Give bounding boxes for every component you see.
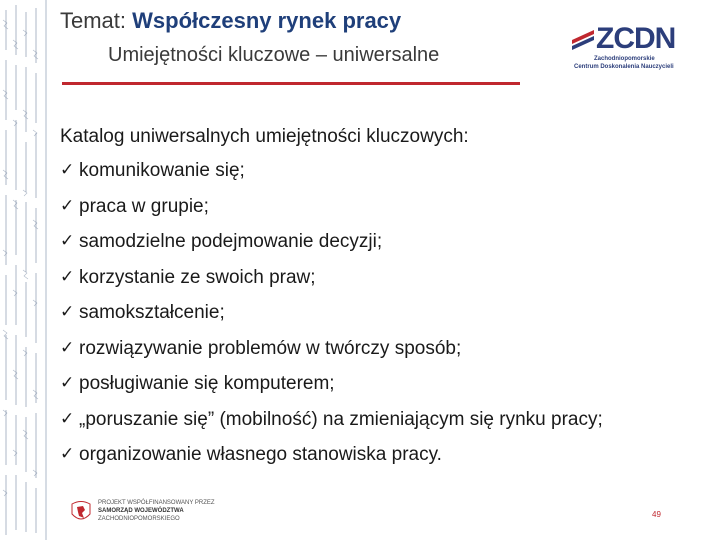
skills-list [60, 160, 603, 480]
title-prefix: Temat: [60, 8, 133, 33]
checkmark-icon: ✓ [60, 373, 75, 392]
list-item [60, 409, 603, 445]
footer-sponsor-logo [70, 498, 215, 528]
title-underline [62, 82, 520, 85]
checkmark-icon: ✓ [60, 444, 75, 463]
content-heading: Katalog uniwersalnych umiejętności kluczowych: [60, 126, 469, 147]
checkmark-icon: ✓ [60, 302, 75, 321]
list-item [60, 338, 603, 374]
list-item-text: organizowanie własnego stanowiska pracy. [79, 444, 442, 465]
page-number: 49 [652, 510, 661, 519]
footer-line2: SAMORZĄD WOJEWÓDZTWA [98, 508, 184, 514]
title-topic: Współczesny rynek pracy [132, 8, 402, 33]
handwriting-texture [0, 0, 50, 540]
checkmark-icon: ✓ [60, 195, 75, 215]
list-item-text: korzystanie ze swoich praw; [79, 266, 316, 288]
zcdn-logo-text: ZCDN [596, 22, 676, 55]
list-item-text: samokształcenie; [79, 302, 225, 323]
page-subtitle: Umiejętności kluczowe – uniwersalne [108, 44, 440, 66]
list-item [60, 160, 603, 196]
list-item-text: komunikowanie się; [79, 160, 245, 181]
zcdn-logo-line2: Centrum Doskonalenia Nauczycieli [574, 64, 674, 70]
list-item-text: rozwiązywanie problemów w twórczy sposób; [79, 337, 462, 359]
checkmark-icon: ✓ [60, 266, 75, 286]
list-item-text: „poruszanie się” (mobilność) na zmieniającym się rynku pracy; [79, 408, 603, 430]
checkmark-icon: ✓ [60, 408, 75, 428]
list-item-text: posługiwanie się komputerem; [79, 373, 335, 394]
list-item [60, 196, 603, 232]
checkmark-icon: ✓ [60, 337, 75, 357]
decorative-handwriting-strip [0, 0, 50, 540]
zcdn-logo-line1: Zachodniopomorskie [594, 56, 655, 62]
page-title [60, 8, 401, 34]
footer-line3: ZACHODNIOPOMORSKIEGO [98, 516, 180, 522]
footer-line1: PROJEKT WSPÓŁFINANSOWANY PRZEZ [98, 500, 215, 506]
checkmark-icon: ✓ [60, 231, 75, 250]
list-item-text: samodzielne podejmowanie decyzji; [79, 231, 383, 252]
list-item [60, 267, 603, 303]
list-item [60, 373, 603, 409]
list-item [60, 444, 603, 480]
list-item [60, 302, 603, 338]
griffin-crest-icon [70, 500, 92, 524]
zcdn-logo [572, 22, 682, 74]
list-item [60, 231, 603, 267]
zcdn-logo-mark-icon [572, 26, 596, 50]
list-item-text: praca w grupie; [79, 195, 209, 217]
checkmark-icon: ✓ [60, 160, 75, 179]
